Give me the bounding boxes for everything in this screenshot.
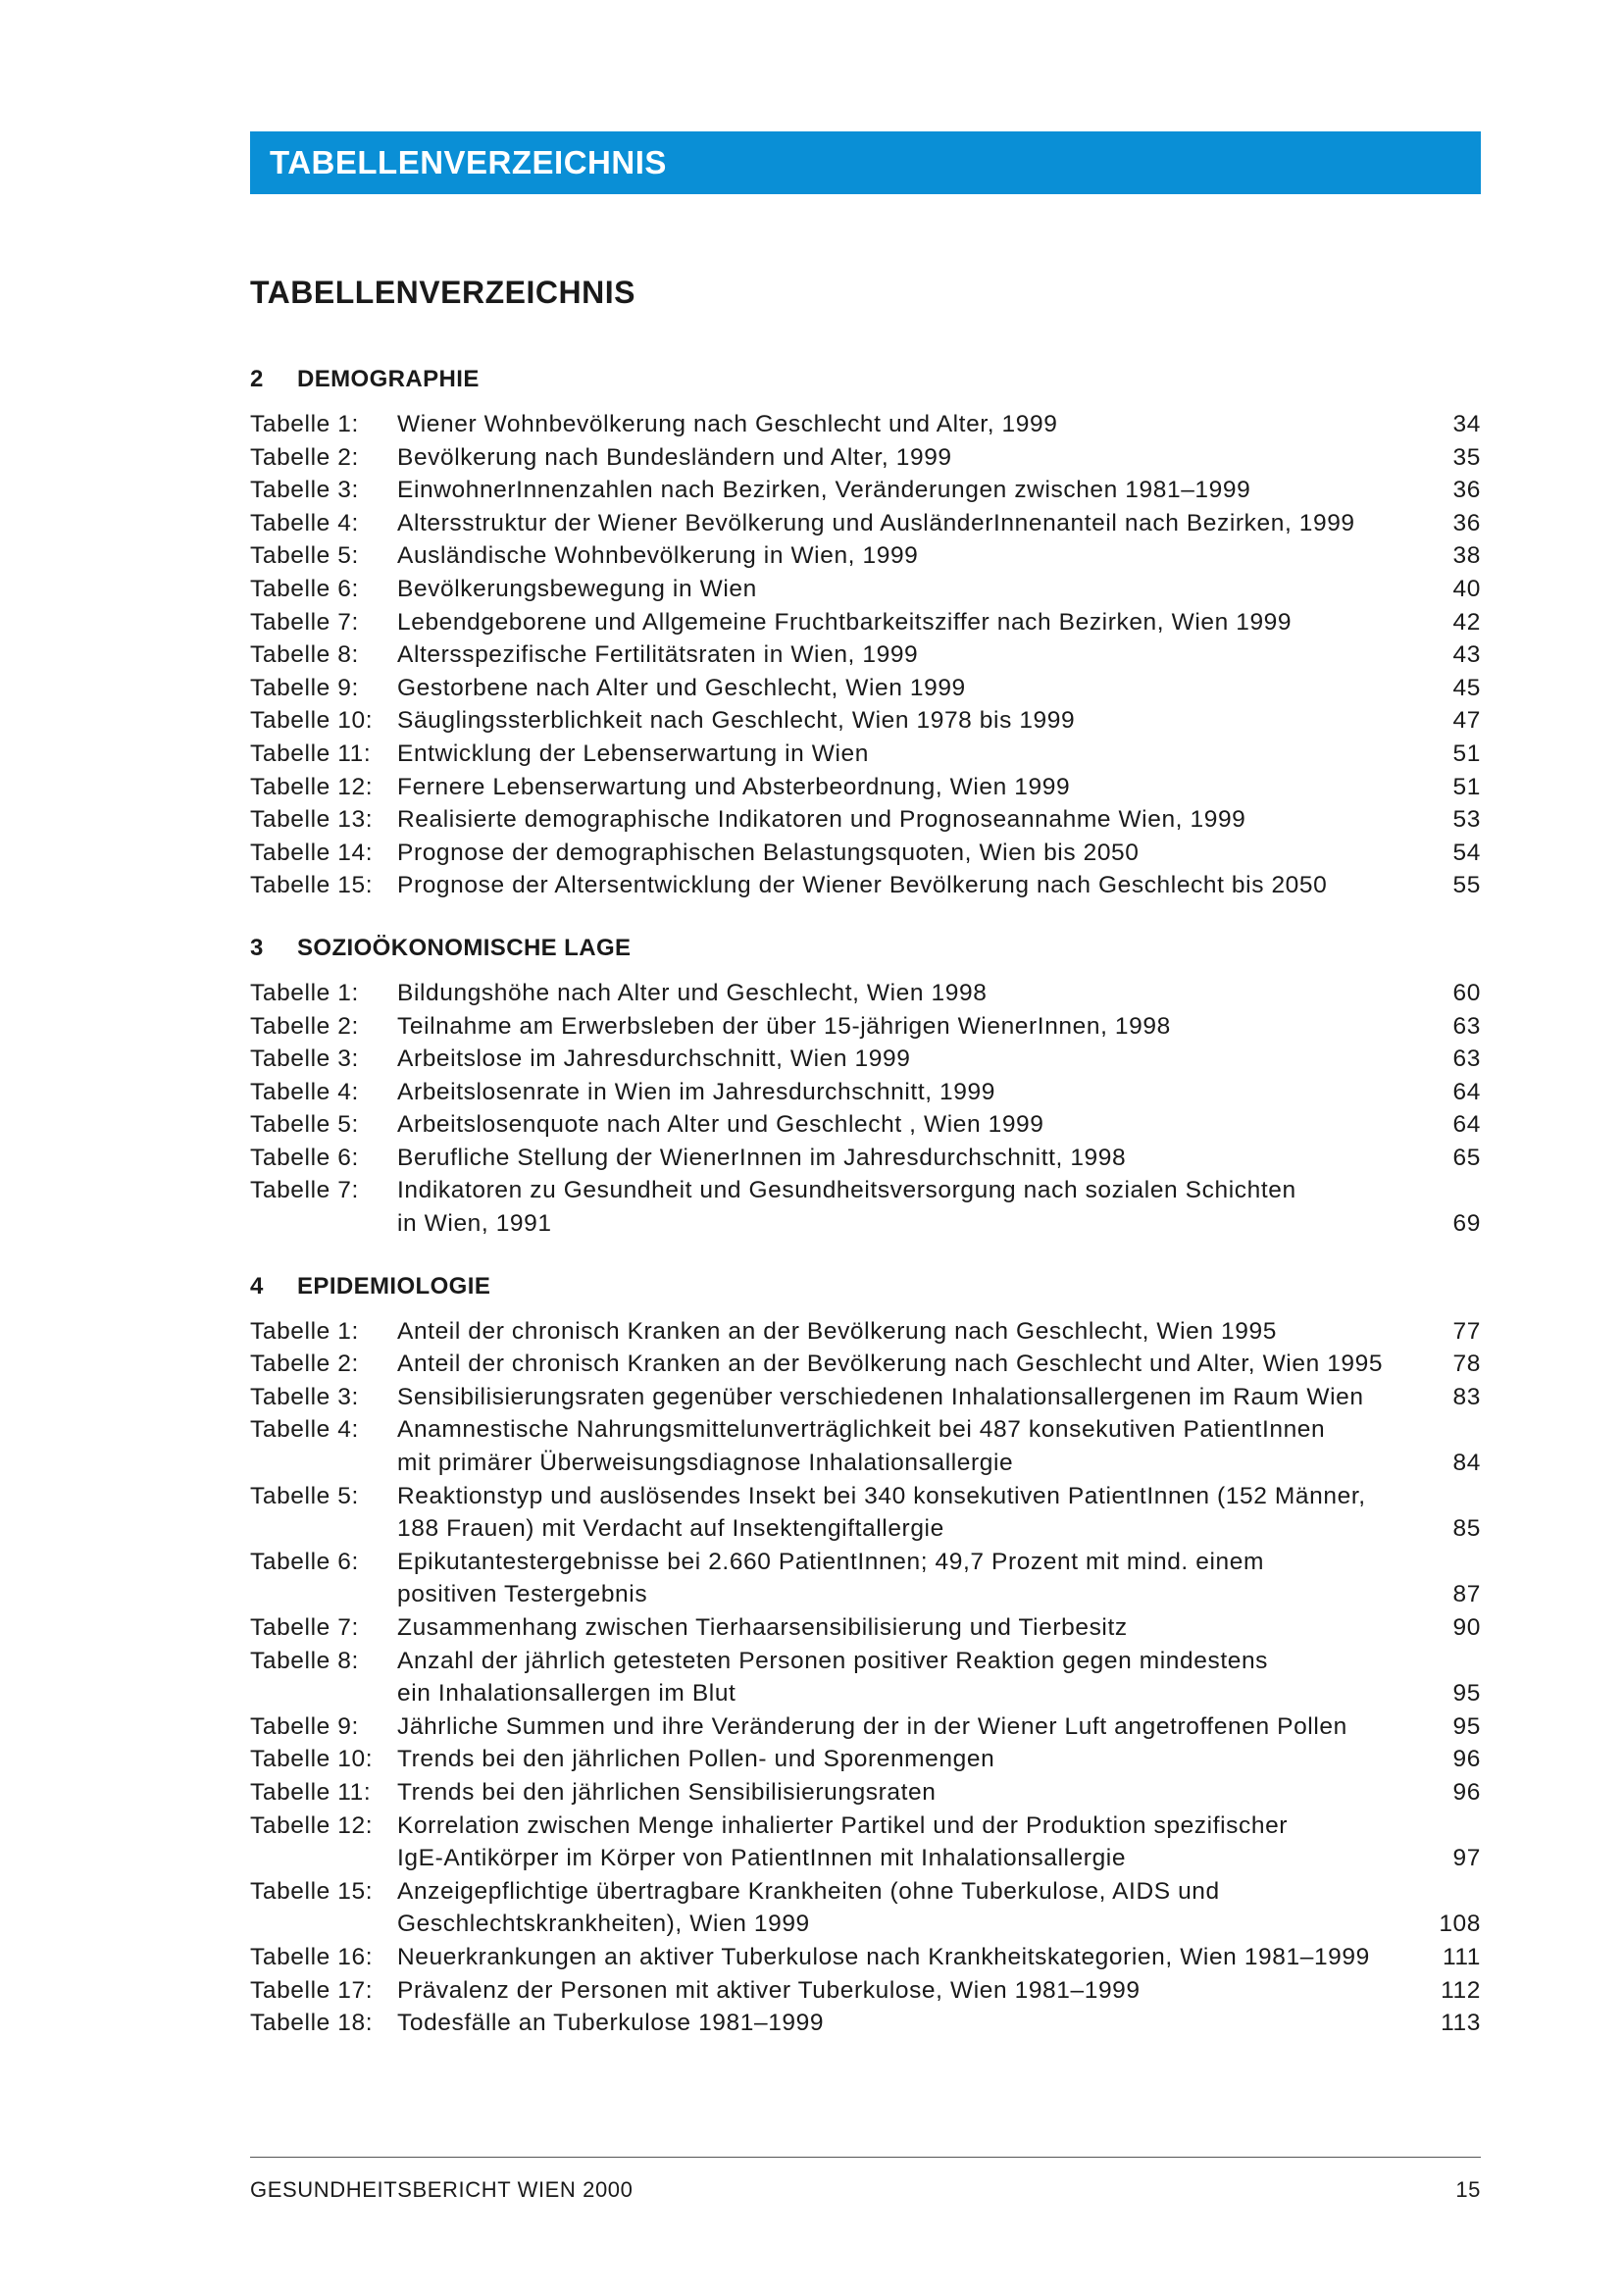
- entry-page-number: 97: [1452, 1845, 1481, 1872]
- toc-entry[interactable]: [250, 474, 1481, 507]
- entry-title: Realisierte demographische Indikatoren und Prognoseannahme Wien, 1999: [397, 806, 1246, 834]
- entry-title: Zusammenhang zwischen Tierhaarsensibilisierung und Tierbesitz: [397, 1614, 1128, 1641]
- toc-entry[interactable]: [250, 1076, 1481, 1109]
- toc-entry[interactable]: [250, 977, 1481, 1010]
- entry-title: Gestorbene nach Alter und Geschlecht, Wien 1999: [397, 674, 966, 701]
- entry-title: Bildungshöhe nach Alter und Geschlecht, Wien 1998: [397, 979, 988, 1006]
- entry-title: Prognose der Altersentwicklung der Wiener Bevölkerung nach Geschlecht bis 2050: [397, 872, 1328, 899]
- entry-label: Tabelle 10:: [250, 1746, 374, 1773]
- toc-entry[interactable]: [250, 1810, 1481, 1875]
- entry-label: Tabelle 6:: [250, 575, 359, 602]
- entry-page-number: 64: [1452, 1111, 1481, 1139]
- entry-page-number: 54: [1452, 839, 1481, 866]
- toc-entry[interactable]: [250, 704, 1481, 738]
- banner-title: TABELLENVERZEICHNIS: [270, 144, 667, 180]
- page-title: TABELLENVERZEICHNIS: [250, 275, 635, 310]
- entry-page-number: 36: [1452, 509, 1481, 536]
- toc-entry[interactable]: [250, 803, 1481, 837]
- footer-divider: [250, 2157, 1481, 2158]
- entry-label: Tabelle 1:: [250, 1317, 359, 1345]
- section-heading: [250, 928, 1481, 969]
- entry-title: Neuerkrankungen an aktiver Tuberkulose nach Krankheitskategorien, Wien 1981–1999: [397, 1943, 1370, 1970]
- entry-title: Anamnestische Nahrungsmittelunverträglichkeit bei 487 konsekutiven PatientInnen mit primärer Überweisungsdiagnose Inhalationsallergie: [397, 1416, 1326, 1477]
- entry-page-number: 34: [1452, 411, 1481, 437]
- page-footer: [250, 2177, 1481, 2203]
- entry-title: Bevölkerungsbewegung in Wien: [397, 575, 757, 602]
- toc-entry[interactable]: [250, 1611, 1481, 1645]
- entry-page-number: 112: [1441, 1976, 1481, 2004]
- entry-page-number: 90: [1452, 1614, 1481, 1641]
- section-number: 4: [250, 1272, 264, 1300]
- entry-label: Tabelle 4:: [250, 509, 359, 536]
- entry-page-number: 64: [1452, 1078, 1481, 1105]
- entry-title: Reaktionstyp und auslösendes Insekt bei 340 konsekutiven PatientInnen (152 Männer, 188 Frauen) mit Verdacht auf Insektengiftallergie: [397, 1482, 1366, 1543]
- toc-entry[interactable]: [250, 771, 1481, 804]
- entry-title: Arbeitslosenrate in Wien im Jahresdurchschnitt, 1999: [397, 1078, 995, 1105]
- entry-title: Anteil der chronisch Kranken an der Bevölkerung nach Geschlecht und Alter, Wien 1995: [397, 1351, 1384, 1378]
- entry-page-number: 35: [1452, 443, 1481, 471]
- entry-label: Tabelle 7:: [250, 1614, 359, 1641]
- entry-label: Tabelle 8:: [250, 641, 359, 669]
- toc-entry[interactable]: [250, 1743, 1481, 1776]
- entry-label: Tabelle 2:: [250, 1351, 359, 1378]
- toc-entry[interactable]: [250, 1710, 1481, 1744]
- entry-title: Anzeigepflichtige übertragbare Krankheiten (ohne Tuberkulose, AIDS und Geschlechtskrankheiten), Wien 1999: [397, 1877, 1220, 1938]
- toc-entry[interactable]: [250, 869, 1481, 902]
- entry-label: Tabelle 5:: [250, 1111, 359, 1139]
- entry-title: Fernere Lebenserwartung und Absterbeordnung, Wien 1999: [397, 773, 1071, 800]
- section-title: EPIDEMIOLOGIE: [297, 1272, 491, 1300]
- entry-label: Tabelle 1:: [250, 411, 359, 437]
- section-number: 2: [250, 366, 264, 392]
- entry-title: Bevölkerung nach Bundesländern und Alter, 1999: [397, 443, 952, 471]
- entry-page-number: 108: [1439, 1911, 1481, 1938]
- entry-page-number: 77: [1452, 1317, 1481, 1345]
- entry-label: Tabelle 2:: [250, 443, 359, 471]
- toc-entry[interactable]: [250, 1546, 1481, 1611]
- toc-entry[interactable]: [250, 1974, 1481, 2008]
- entry-title: EinwohnerInnenzahlen nach Bezirken, Veränderungen zwischen 1981–1999: [397, 477, 1251, 504]
- entry-page-number: 55: [1452, 872, 1481, 899]
- entry-title: Anteil der chronisch Kranken an der Bevölkerung nach Geschlecht, Wien 1995: [397, 1317, 1277, 1345]
- entry-label: Tabelle 3:: [250, 477, 359, 504]
- entry-label: Tabelle 14:: [250, 839, 374, 866]
- toc-entry[interactable]: [250, 539, 1481, 573]
- toc-entry[interactable]: [250, 1315, 1481, 1349]
- toc-entry[interactable]: [250, 738, 1481, 771]
- entry-page-number: 96: [1452, 1778, 1481, 1806]
- entry-title: Lebendgeborene und Allgemeine Fruchtbarkeitsziffer nach Bezirken, Wien 1999: [397, 608, 1293, 636]
- entry-title: Arbeitslose im Jahresdurchschnitt, Wien 1999: [397, 1045, 911, 1073]
- entry-page-number: 60: [1452, 979, 1481, 1006]
- entry-page-number: 84: [1452, 1450, 1481, 1477]
- entry-label: Tabelle 18:: [250, 2010, 374, 2037]
- toc-entry[interactable]: [250, 1941, 1481, 1974]
- entry-label: Tabelle 7:: [250, 608, 359, 636]
- entry-title: Prävalenz der Personen mit aktiver Tuberkulose, Wien 1981–1999: [397, 1976, 1141, 2004]
- footer-page-number: 15: [1455, 2177, 1481, 2202]
- section-epidemiologie: [250, 1266, 1481, 2040]
- entry-title: Epikutantestergebnisse bei 2.660 PatientInnen; 49,7 Prozent mit mind. einem positiven Testergebnis: [397, 1548, 1264, 1608]
- entry-label: Tabelle 12:: [250, 773, 374, 800]
- header-banner: [250, 131, 1481, 194]
- toc-entry[interactable]: [250, 507, 1481, 540]
- entry-title: Sensibilisierungsraten gegenüber verschiedenen Inhalationsallergenen im Raum Wien: [397, 1383, 1364, 1410]
- entry-label: Tabelle 8:: [250, 1647, 359, 1674]
- toc-entry[interactable]: [250, 606, 1481, 639]
- toc-entry[interactable]: [250, 1108, 1481, 1142]
- toc-entry[interactable]: [250, 1348, 1481, 1381]
- toc-entry[interactable]: [250, 441, 1481, 475]
- entry-title: Entwicklung der Lebenserwartung in Wien: [397, 739, 869, 767]
- entry-label: Tabelle 9:: [250, 1712, 359, 1740]
- section-soziooekonomische-lage: [250, 928, 1481, 1241]
- toc-entry[interactable]: [250, 672, 1481, 705]
- entry-label: Tabelle 13:: [250, 806, 374, 834]
- entry-title: Ausländische Wohnbevölkerung in Wien, 1999: [397, 542, 919, 570]
- toc-entry[interactable]: [250, 1645, 1481, 1710]
- entry-label: Tabelle 10:: [250, 707, 374, 735]
- entry-page-number: 78: [1452, 1351, 1481, 1378]
- entry-label: Tabelle 5:: [250, 1482, 359, 1509]
- entry-page-number: 113: [1441, 2010, 1481, 2037]
- entry-label: Tabelle 3:: [250, 1045, 359, 1073]
- section-title: SOZIOÖKONOMISCHE LAGE: [297, 934, 632, 961]
- section-demographie: [250, 359, 1481, 902]
- toc-entry[interactable]: [250, 1174, 1481, 1240]
- toc-entry[interactable]: [250, 1776, 1481, 1810]
- toc-entry[interactable]: [250, 2007, 1481, 2040]
- toc-entry[interactable]: [250, 1381, 1481, 1414]
- toc-entry[interactable]: [250, 573, 1481, 606]
- entry-title: Korrelation zwischen Menge inhalierter Partikel und der Produktion spezifischer IgE-Antikörper im Körper von PatientInnen mit Inhalationsallergie: [397, 1811, 1289, 1872]
- entry-page-number: 47: [1452, 707, 1481, 735]
- entry-page-number: 63: [1452, 1012, 1481, 1040]
- entry-label: Tabelle 4:: [250, 1078, 359, 1105]
- entry-page-number: 65: [1452, 1144, 1481, 1171]
- entry-title: Wiener Wohnbevölkerung nach Geschlecht und Alter, 1999: [397, 411, 1058, 437]
- section-number: 3: [250, 934, 264, 961]
- entry-list: [250, 408, 1481, 902]
- entry-page-number: 38: [1452, 542, 1481, 570]
- entry-title: Altersstruktur der Wiener Bevölkerung und AusländerInnenanteil nach Bezirken, 1999: [397, 509, 1355, 536]
- entry-page-number: 95: [1452, 1680, 1481, 1708]
- entry-label: Tabelle 15:: [250, 872, 374, 899]
- entry-title: Teilnahme am Erwerbsleben der über 15-jährigen WienerInnen, 1998: [397, 1012, 1171, 1040]
- entry-label: Tabelle 6:: [250, 1548, 359, 1575]
- entry-label: Tabelle 11:: [250, 1778, 372, 1806]
- toc-entry[interactable]: [250, 1142, 1481, 1175]
- table-of-contents: [250, 359, 1481, 2040]
- entry-label: Tabelle 12:: [250, 1811, 374, 1839]
- entry-title: Todesfälle an Tuberkulose 1981–1999: [397, 2010, 825, 2037]
- entry-title: Trends bei den jährlichen Pollen- und Sporenmengen: [397, 1746, 995, 1773]
- entry-list: [250, 1315, 1481, 2040]
- entry-page-number: 69: [1452, 1210, 1481, 1238]
- footer-publication-title: GESUNDHEITSBERICHT WIEN 2000: [250, 2177, 634, 2202]
- section-title: DEMOGRAPHIE: [297, 366, 480, 392]
- entry-page-number: 83: [1452, 1383, 1481, 1410]
- entry-label: Tabelle 2:: [250, 1012, 359, 1040]
- entry-title: Altersspezifische Fertilitätsraten in Wien, 1999: [397, 641, 919, 669]
- entry-label: Tabelle 9:: [250, 674, 359, 701]
- entry-title: Berufliche Stellung der WienerInnen im Jahresdurchschnitt, 1998: [397, 1144, 1127, 1171]
- section-heading: [250, 359, 1481, 400]
- entry-page-number: 53: [1452, 806, 1481, 834]
- toc-entry[interactable]: [250, 837, 1481, 870]
- entry-page-number: 51: [1452, 739, 1481, 767]
- entry-title: Säuglingssterblichkeit nach Geschlecht, Wien 1978 bis 1999: [397, 707, 1076, 735]
- entry-label: Tabelle 4:: [250, 1416, 359, 1444]
- entry-label: Tabelle 6:: [250, 1144, 359, 1171]
- entry-page-number: 96: [1452, 1746, 1481, 1773]
- entry-page-number: 95: [1452, 1712, 1481, 1740]
- toc-entry[interactable]: [250, 1480, 1481, 1546]
- entry-label: Tabelle 16:: [250, 1943, 374, 1970]
- entry-title: Arbeitslosenquote nach Alter und Geschlecht , Wien 1999: [397, 1111, 1044, 1139]
- entry-page-number: 45: [1452, 674, 1481, 701]
- entry-title: Anzahl der jährlich getesteten Personen positiver Reaktion gegen mindestens ein Inhalationsallergen im Blut: [397, 1647, 1269, 1708]
- entry-page-number: 87: [1452, 1581, 1481, 1608]
- toc-entry[interactable]: [250, 638, 1481, 672]
- entry-label: Tabelle 1:: [250, 979, 359, 1006]
- entry-page-number: 63: [1452, 1045, 1481, 1073]
- entry-label: Tabelle 11:: [250, 739, 372, 767]
- entry-page-number: 111: [1442, 1943, 1481, 1970]
- entry-label: Tabelle 17:: [250, 1976, 374, 2004]
- entry-label: Tabelle 3:: [250, 1383, 359, 1410]
- entry-page-number: 36: [1452, 477, 1481, 504]
- entry-title: Jährliche Summen und ihre Veränderung der in der Wiener Luft angetroffenen Pollen: [397, 1712, 1347, 1740]
- entry-label: Tabelle 5:: [250, 542, 359, 570]
- entry-title: Prognose der demographischen Belastungsquoten, Wien bis 2050: [397, 839, 1140, 866]
- entry-label: Tabelle 7:: [250, 1177, 359, 1204]
- toc-entry[interactable]: [250, 1413, 1481, 1479]
- toc-entry[interactable]: [250, 408, 1481, 441]
- toc-entry[interactable]: [250, 1010, 1481, 1044]
- entry-list: [250, 977, 1481, 1241]
- entry-label: Tabelle 15:: [250, 1877, 374, 1905]
- toc-entry[interactable]: [250, 1875, 1481, 1941]
- section-heading: [250, 1266, 1481, 1307]
- entry-page-number: 85: [1452, 1515, 1481, 1543]
- entry-title: Trends bei den jährlichen Sensibilisierungsraten: [397, 1778, 937, 1806]
- entry-page-number: 51: [1452, 773, 1481, 800]
- entry-page-number: 42: [1452, 608, 1481, 636]
- toc-entry[interactable]: [250, 1043, 1481, 1076]
- entry-page-number: 40: [1452, 575, 1481, 602]
- entry-title: Indikatoren zu Gesundheit und Gesundheitsversorgung nach sozialen Schichten in Wien, 1991: [397, 1177, 1296, 1238]
- entry-page-number: 43: [1452, 641, 1481, 669]
